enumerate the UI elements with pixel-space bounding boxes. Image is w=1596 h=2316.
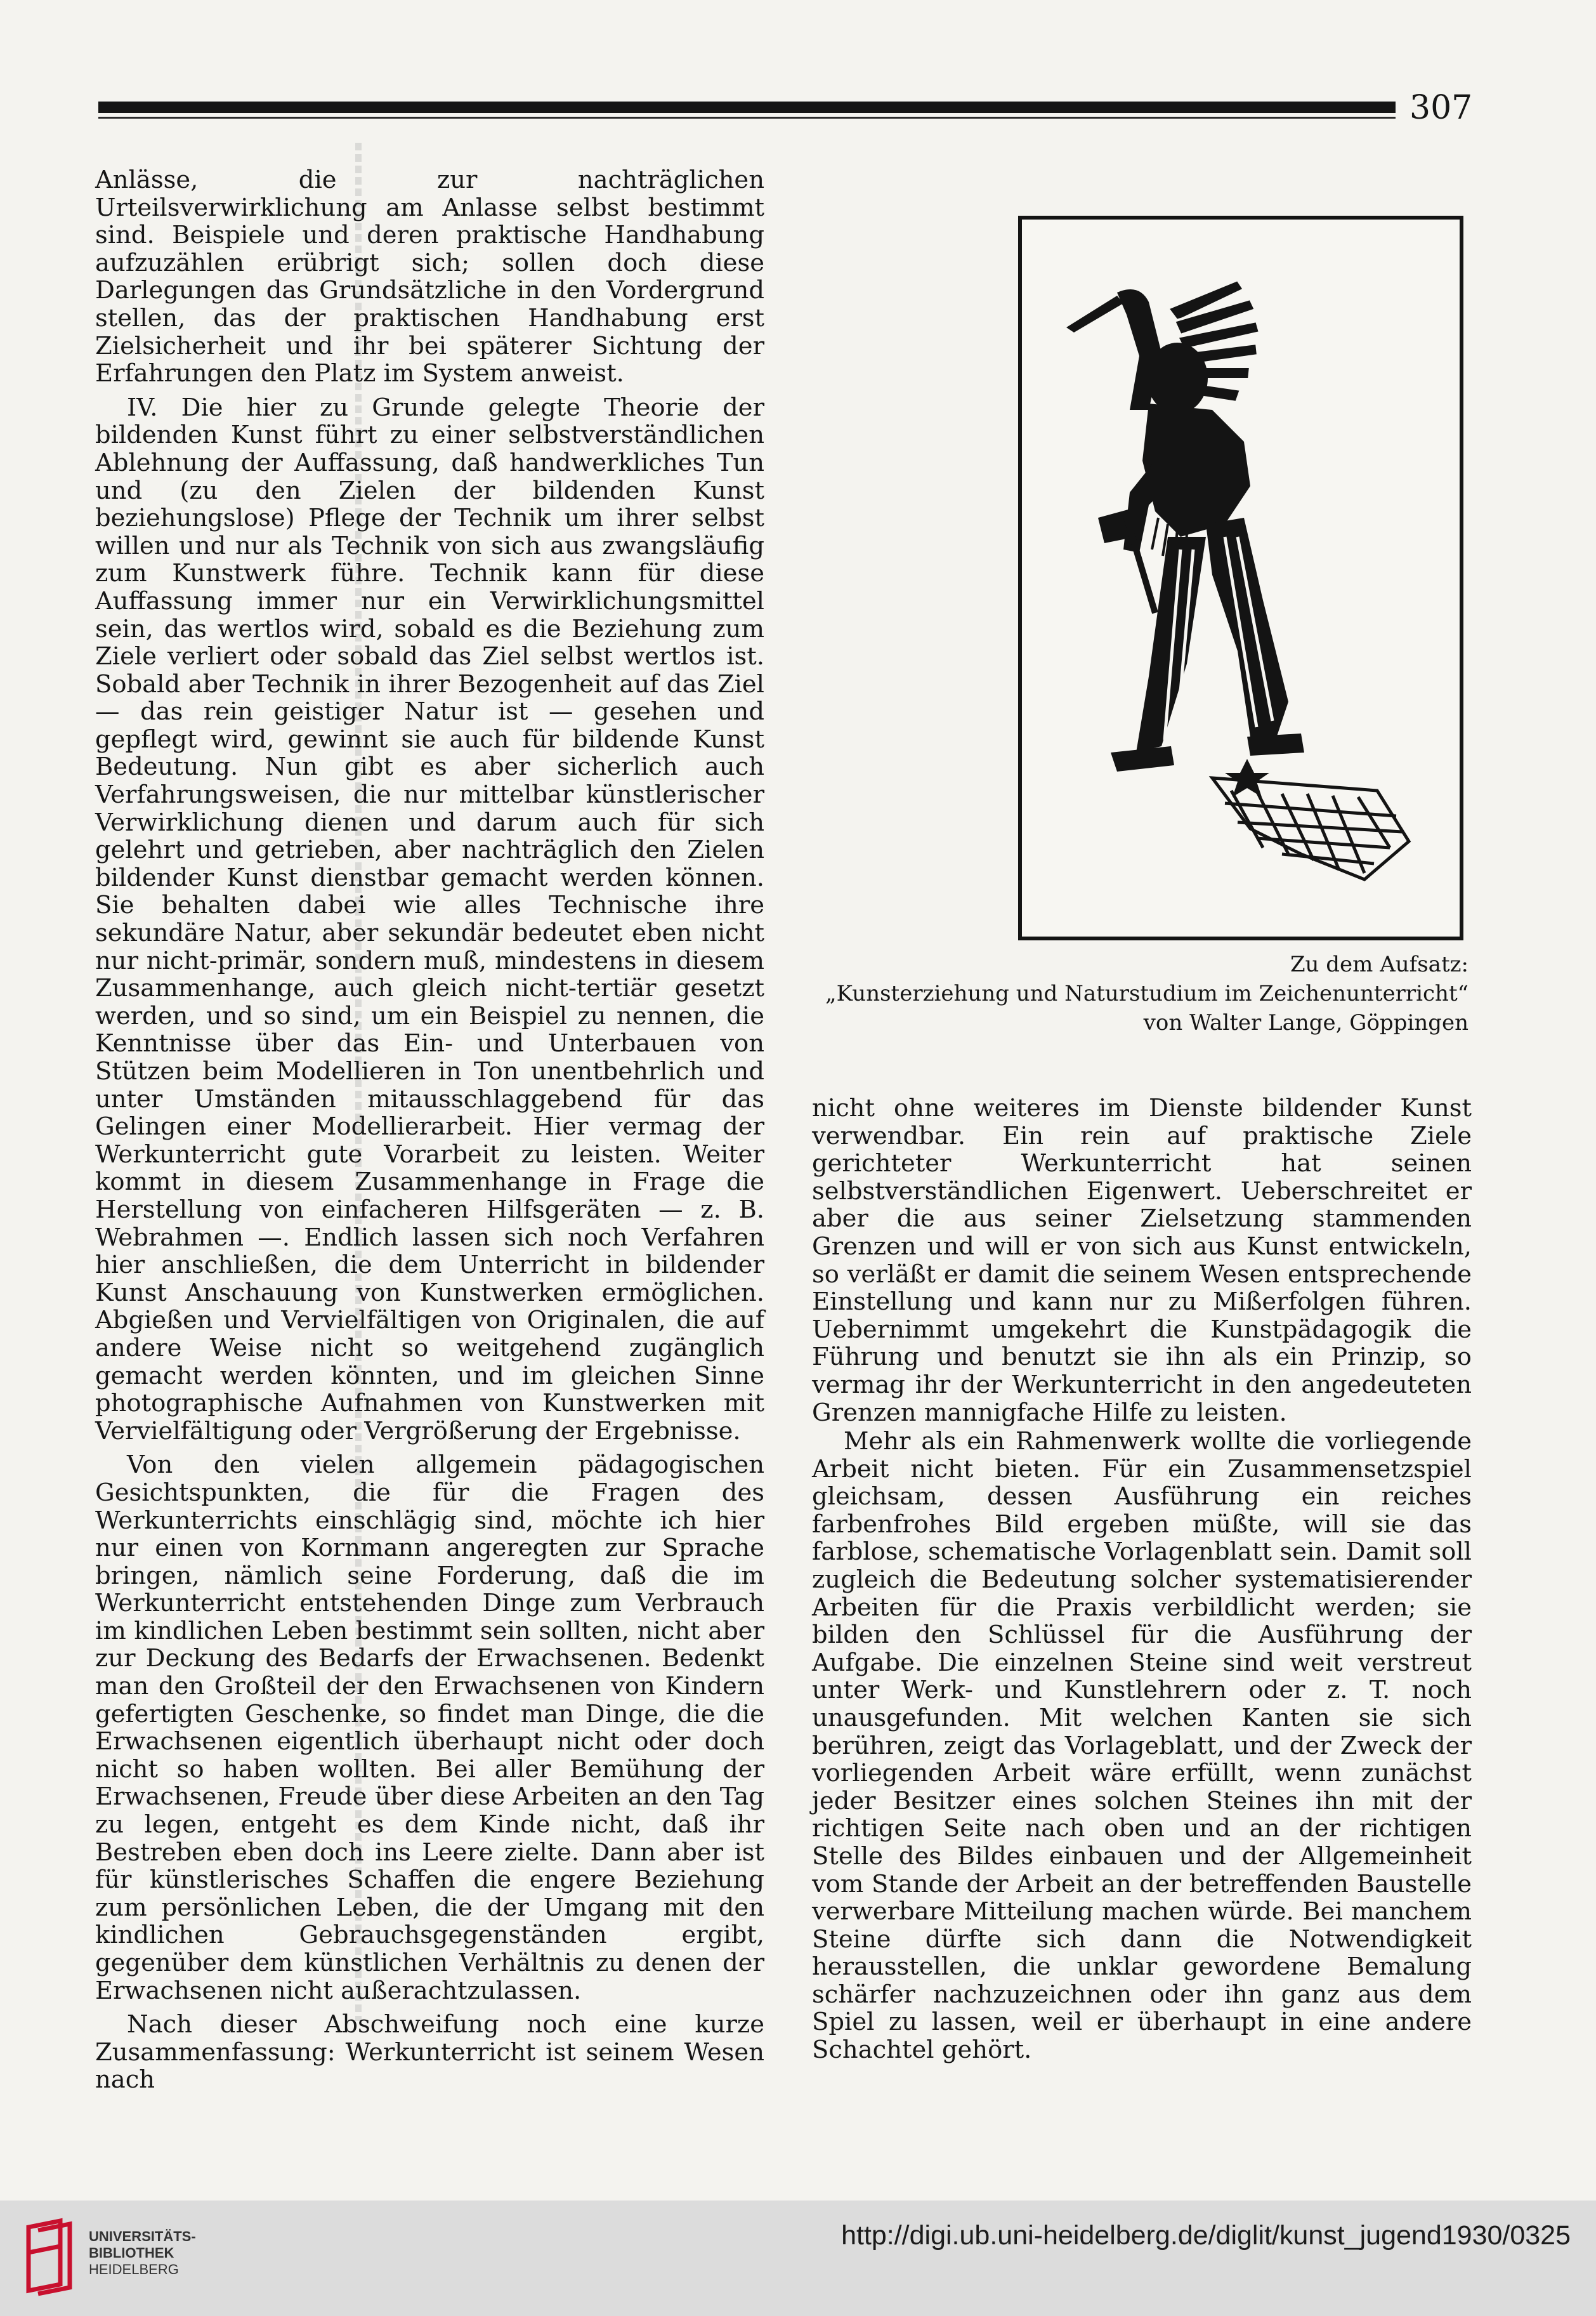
right-paragraph-1: nicht ohne weiteres im Dienste bildender Kunst verwendbar. Ein rein auf praktische Ziele gerichteter Werkunterricht hat seinen selbstverständlichen Eigenwert. Ueberschreitet er aber die aus seiner Zielsetzung stammenden Grenzen und will er von sich aus Kunst entwickeln, so verläßt er damit die seinem Wesen entsprechende Einstellung und kann nur zu Mißerfolgen führen. Uebernimmt umgekehrt die Kunstpädagogik die Führung und benutzt sie ihn als ein Prinzip, so vermag ihr der Werkunterricht in den angedeuteten Grenzen mannigfache Hilfe zu leisten. bbox=[812, 1094, 1472, 1427]
illustration-frame bbox=[1018, 216, 1463, 940]
ground-hatching bbox=[1212, 778, 1409, 879]
right-foot bbox=[1247, 734, 1304, 756]
logo-line-2: BIBLIOTHEK bbox=[89, 2245, 174, 2261]
permalink-url[interactable]: http://digi.ub.uni-heidelberg.de/diglit/kunst_jugend1930/0325 bbox=[841, 2220, 1571, 2251]
right-paragraph-2: Mehr als ein Rahmenwerk wollte die vorliegende Arbeit nicht bieten. Für ein Zusammensetzspiel gleichsam, dessen Ausführung ein reiches farbenfrohes Bild ergeben müßte, will sie das farblose, schematische Vorlagenblatt sein. Damit soll zugleich die Bedeutung solcher systematisierender Arbeiten für die Praxis verbildlicht werden; sie bilden den Schlüssel für die Ausführung der Aufgabe. Die einzelnen Steine sind weit verstreut unter Werk- und Kunstlehrern oder z. T. noch unausgefunden. Mit welchen Kanten sie sich berühren, zeigt das Vorlageblatt, und der Zweck der vorliegenden Arbeit wäre erfüllt, wenn zunächst jeder Besitzer eines solchen Steines ihn mit der richtigen Seite nach oben und an der richtigen Stelle des Bildes einbauen und der Allgemeinheit vom Stande der Arbeit an der betreffenden Baustelle verwerbare Mitteilung machen würde. Bei manchem Steine dürfte sich dann die Notwendigkeit herausstellen, die unklar gewordene Bemalung schärfer nachzuzeichnen oder ihn ganz aus dem Spiel zu lassen, weil er überhaupt in eine andere Schachtel gehört. bbox=[812, 1427, 1472, 2065]
left-paragraph-3: Von den vielen allgemein pädagogischen Gesichtspunkten, die für die Fragen des Werkunterrichts einschlägig sind, möchte ich hier nur einen von Kornmann angeregten zur Sprache bringen, nämlich seine Forderung, daß die im Werkunterricht entstehenden Dinge zum Verbrauch im kindlichen Leben bestimmt sein sollten, nicht aber zur Deckung des Bedarfs der Erwachsenen. Bedenkt man den Großteil der den Erwachsenen von Kindern gefertigten Geschenke, so findet man Dinge, die die Erwachsenen eigentlich überhaupt nicht oder doch nicht so haben wollten. Bei aller Bemühung der Erwachsenen, Freude über diese Arbeiten an den Tag zu legen, entgeht es dem Kinde nicht, daß ihr Bestreben eben doch ins Leere zielte. Dann aber ist für künstlerisches Schaffen die engere Beziehung zum persönlichen Leben, die der Umgang mit den kindlichen Gebrauchsgegenständen ergibt, gegenüber dem künstlichen Verhältnis zu denen der Erwachsenen nicht außerachtzulassen. bbox=[95, 1451, 764, 2005]
left-paragraph-1: Anlässe, die zur nachträglichen Urteilsverwirklichung am Anlasse selbst bestimmt sind. Beispiele und deren praktische Handhabung aufzuzählen erübrigt sich; sollen doch diese Darlegungen das Grundsätzliche in den Vordergrund stellen, das der praktischen Handhabung erst Zielsicherheit und ihr bei späterer Sichtung der Erfahrungen den Platz im System anweist. bbox=[95, 166, 764, 388]
library-logo-text[interactable] bbox=[89, 2228, 196, 2278]
right-leg bbox=[1206, 518, 1288, 740]
right-column-top bbox=[812, 1094, 1472, 1427]
caption-line-3: von Walter Lange, Göppingen bbox=[1143, 1010, 1468, 1036]
heidelberg-library-logo-icon[interactable] bbox=[16, 2214, 82, 2300]
caption-line-1: Zu dem Aufsatz: bbox=[1290, 952, 1468, 977]
footer-bar bbox=[0, 2201, 1596, 2316]
left-paragraph-2: IV. Die hier zu Grunde gelegte Theorie der bildenden Kunst führt zu einer selbstverständlichen Ablehnung der Auffassung, daß handwerkliches Tun und (zu den Zielen der bildenden Kunst beziehungslose) Pflege der Technik um ihrer selbst willen und nur als Technik von sich aus zwangsläufig zum Kunstwerk führe. Technik kann für diese Auffassung immer nur ein Verwirklichungsmittel sein, das wertlos wird, sobald es die Beziehung zum Ziele verliert oder sobald das Ziel selbst wertlos ist. Sobald aber Technik in ihrer Bezogenheit auf das Ziel — das rein geistiger Natur ist — gesehen und gepflegt wird, gewinnt sie auch für bildende Kunst Bedeutung. Nun gibt es aber sicherlich auch Verfahrungsweisen, die nur mittelbar künstlerischer Verwirklichung dienen und darum auch für sich gelehrt und getrieben, aber nachträglich den Zielen bildender Kunst dienstbar gemacht werden können. Sie behalten dabei wie alles Technische ihre sekundäre Natur, aber sekundär bedeutet eben nicht nur nicht-primär, sondern muß, mindestens in diesem Zusammenhange, auch gleich nicht-tertiär gesetzt werden, und so sind, um ein Beispiel zu nennen, die Kenntnisse über das Ein- und Unterbauen von Stützen beim Modellieren in Ton unentbehrlich und unter Umständen mitausschlaggebend für das Gelingen einer Modellierarbeit. Hier vermag der Werkunterricht gute Vorarbeit zu leisten. Weiter kommt in diesem Zusammenhange in Frage die Herstellung von einfacheren Hilfsgeräten — z. B. Webrahmen —. Endlich lassen sich noch Verfahren hier anschließen, die dem Unterricht in bildender Kunst Anschauung von Kunstwerken ermöglichen. Abgießen und Vervielfältigen von Originalen, die auf andere Weise nicht so weitgehend zugänglich gemacht werden könnten, und im gleichen Sinne photographische Aufnahmen von Kunstwerken mit Vervielfältigung oder Vergrößerung der Ergebnisse. bbox=[95, 393, 764, 1445]
page-number: 307 bbox=[1410, 89, 1473, 127]
dagger bbox=[1066, 296, 1123, 332]
left-paragraph-4: Nach dieser Abschweifung noch eine kurze Zusammenfassung: Werkunterricht ist seinem Wesen nach bbox=[95, 2010, 764, 2095]
right-column-bottom bbox=[812, 1427, 1472, 2065]
caption-line-2: „Kunsterziehung und Naturstudium im Zeichenunterricht“ bbox=[825, 981, 1468, 1006]
warrior-illustration bbox=[1022, 220, 1460, 937]
logo-line-1: UNIVERSITÄTS- bbox=[89, 2228, 196, 2244]
header-rule bbox=[98, 102, 1396, 113]
left-column bbox=[95, 166, 764, 2095]
warrior-head bbox=[1147, 343, 1208, 414]
left-foot bbox=[1111, 746, 1174, 772]
header-rule-thin bbox=[98, 117, 1396, 119]
logo-line-3: HEIDELBERG bbox=[89, 2261, 179, 2277]
